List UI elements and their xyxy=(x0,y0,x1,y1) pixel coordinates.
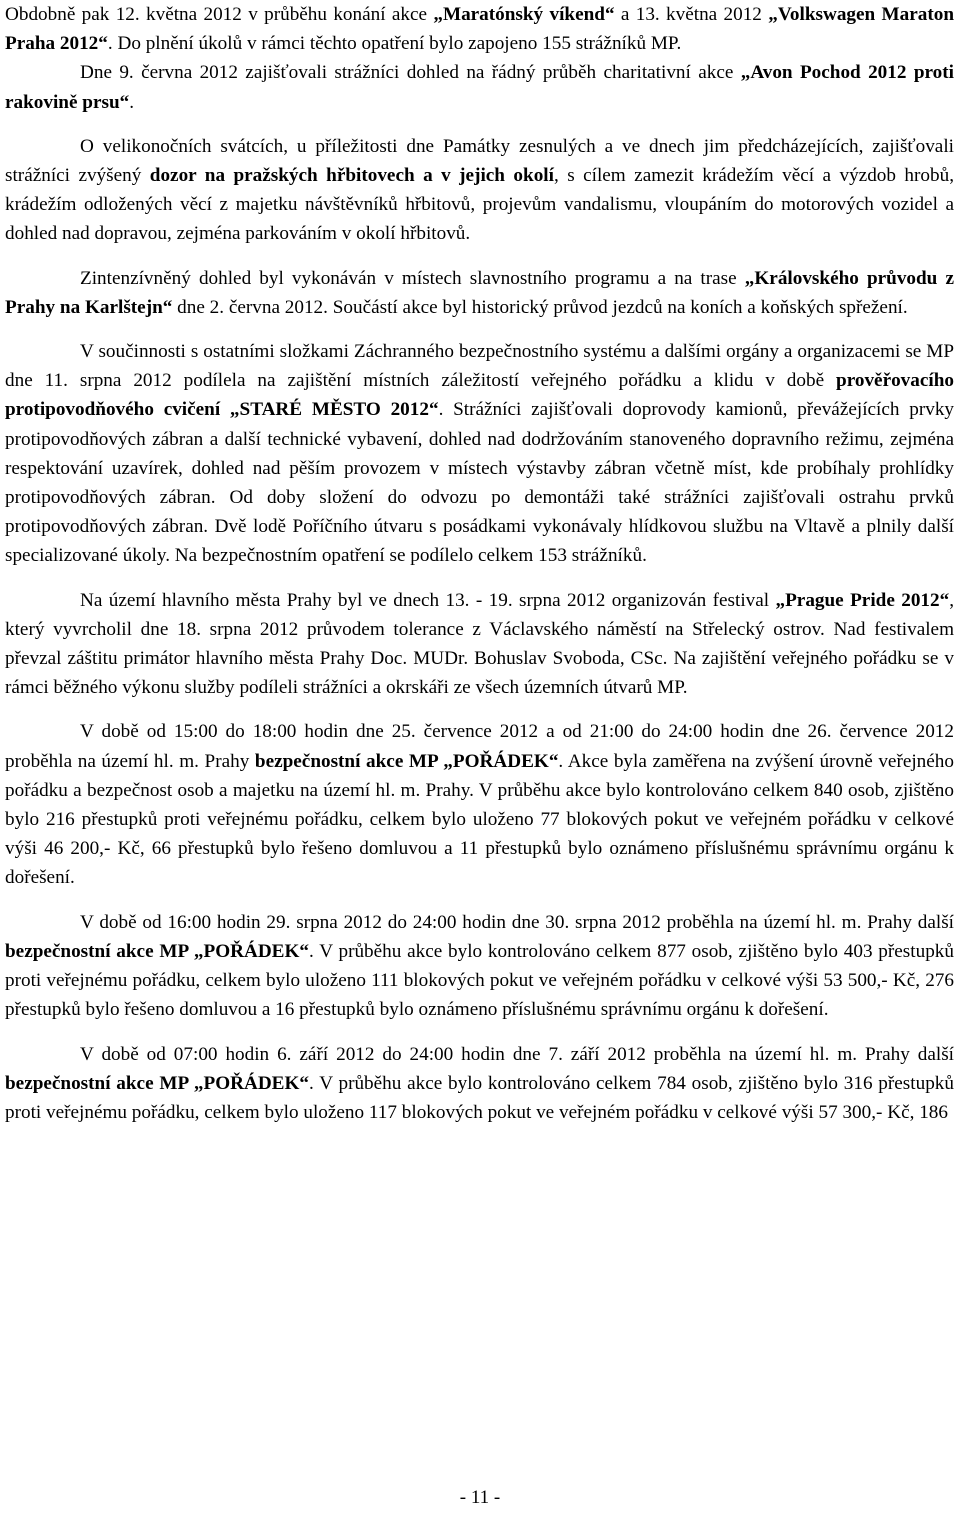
body-text: Obdobně pak 12. května 2012 v průběhu konání akce xyxy=(5,4,434,25)
body-text: . Akce byla zaměřena na zvýšení úrovně veřejného pořádku a bezpečnost osob a majetku na území hl. m. Prahy. V průběhu akce bylo kontrolováno celkem 840 osob, zjištěno bylo 216 přestupků proti veřejnému pořádku, celkem bylo uloženo 77 blokových pokut ve veřejném pořádku v celkové výši 46 200,- Kč, 66 přestupků bylo řešeno domluvou a 11 přestupků bylo oznámeno příslušnému správnímu orgánu k dořešení. xyxy=(5,750,954,889)
body-text: V době od 16:00 hodin 29. srpna 2012 do 24:00 hodin dne 30. srpna 2012 proběhla na území hl. m. Prahy další xyxy=(80,911,954,933)
emphasized-text: bezpečnostní akce MP „POŘÁDEK“ xyxy=(254,750,559,772)
body-text: Zintenzívněný dohled byl vykonáván v místech slavnostního programu a na trase xyxy=(80,267,745,289)
paragraph-poradek-srpen xyxy=(5,908,954,1025)
emphasized-text: „Prague Pride 2012“ xyxy=(775,589,950,611)
paragraph-stare-mesto-cviceni xyxy=(5,337,954,571)
page-number: - 11 - xyxy=(459,1487,501,1508)
body-text: O velikonočních svátcích, u příležitosti dne Památky zesnulých a ve dnech jim předcházejících, zajišťovali strážníci zvýšený xyxy=(5,135,954,187)
body-text: V součinnosti s ostatními složkami Záchranného bezpečnostního systému a dalšími orgány a organizacemi se MP dne 11. srpna 2012 podílela na zajištění místních záležitostí veřejného pořádku a klidu v době xyxy=(5,341,954,392)
body-text: , s cílem zamezit krádežím věcí a výzdob hrobů, krádežím odložených věcí z majetku návštěvníků hřbitovů, projevům vandalismu, vloupáním do motorových vozidel a dohled nad dopravou, zejména parkováním v okolí hřbitovů. xyxy=(5,165,954,245)
body-text: . Strážníci zajišťovali doprovody kamionů, převážejících prvky protipovodňových zábran a další technické vybavení, dohled nad dodržováním stanoveného dopravního režimu, zejména respektování uzavírek, dohled nad pěším provozem v místech výstavby zábran včetně míst, kde probíhaly prohlídky protipovodňových zábran. Od doby složení do odvozu po demontáži také strážníci zajišťovali ostrahu prvků protipovodňových zábran. Dvě lodě Poříčního útvaru s posádkami vykonávaly hlídkovou službu na Vltavě a plnily další specializované úkoly. Na bezpečnostním opatření se podílelo celkem 153 strážníků. xyxy=(5,399,955,567)
emphasized-text: „Maratónský víkend“ xyxy=(433,4,615,25)
paragraph-avon-pochod xyxy=(5,58,954,116)
paragraph-kralovsky-pruvod xyxy=(5,264,954,322)
body-text: a 13. května 2012 xyxy=(614,4,769,25)
emphasized-text: „Královského průvodu z Prahy na Karlštejn“ xyxy=(5,267,954,318)
emphasized-text: „Avon Pochod 2012 proti rakovině prsu“ xyxy=(5,62,954,113)
body-text: . V průběhu akce bylo kontrolováno celkem 877 osob, zjištěno bylo 403 přestupků proti veřejnému pořádku, celkem bylo uloženo 111 blokových pokut ve veřejném pořádku v celkové výši 53 500,- Kč, 276 přestupků bylo řešeno domluvou a 16 přestupků bylo oznámeno příslušnému správnímu orgánu k dořešení. xyxy=(5,940,954,1021)
paragraph-maraton xyxy=(5,0,954,58)
emphasized-text: prověřovacího protipovodňového cvičení „STARÉ MĚSTO 2012“ xyxy=(5,370,954,421)
body-text: V době od 15:00 do 18:00 hodin dne 25. července 2012 a od 21:00 do 24:00 hodin dne 26. července 2012 proběhla na území hl. m. Prahy xyxy=(5,721,954,772)
paragraph-prague-pride xyxy=(5,586,954,703)
paragraph-poradek-zari xyxy=(5,1040,954,1128)
body-text: dne 2. června 2012. Součástí akce byl historický průvod jezdců na koních a koňských spřežení. xyxy=(172,296,908,318)
body-text: V době od 07:00 hodin 6. září 2012 do 24:00 hodin dne 7. září 2012 proběhla na území hl. m. Prahy další xyxy=(80,1043,954,1065)
body-text: , který vyvrcholil dne 18. srpna 2012 průvodem tolerance z Václavského náměstí na Střelecký ostrov. Nad festivalem převzal záštitu primátor hlavního města Prahy Doc. MUDr. Bohuslav Svoboda, CSc. Na zajištění veřejného pořádku se v rámci běžného výkonu služby podíleli strážníci a okrskáři ze všech územních útvarů MP. xyxy=(5,589,954,699)
paragraph-hrbitovy xyxy=(5,132,954,249)
body-text: . V průběhu akce bylo kontrolováno celkem 784 osob, zjištěno bylo 316 přestupků proti veřejnému pořádku, celkem bylo uloženo 117 blokových pokut ve veřejném pořádku v celkové výši 57 300,- Kč, 186 xyxy=(5,1072,954,1123)
emphasized-text: dozor na pražských hřbitovech a v jejich okolí xyxy=(149,165,554,187)
document-body xyxy=(5,0,954,1127)
emphasized-text: bezpečnostní akce MP „POŘÁDEK“ xyxy=(5,1072,309,1094)
body-text: Dne 9. června 2012 zajišťovali strážníci dohled na řádný průběh charitativní akce xyxy=(80,62,741,84)
paragraph-poradek-cervenec xyxy=(5,717,954,892)
body-text: . xyxy=(129,91,135,113)
emphasized-text: „Volkswagen Maraton Praha 2012“ xyxy=(5,4,954,55)
body-text: . Do plnění úkolů v rámci těchto opatření bylo zapojeno 155 strážníků MP. xyxy=(107,33,682,55)
emphasized-text: bezpečnostní akce MP „POŘÁDEK“ xyxy=(5,940,309,962)
body-text: Na území hlavního města Prahy byl ve dnech 13. - 19. srpna 2012 organizován festival xyxy=(80,589,776,611)
